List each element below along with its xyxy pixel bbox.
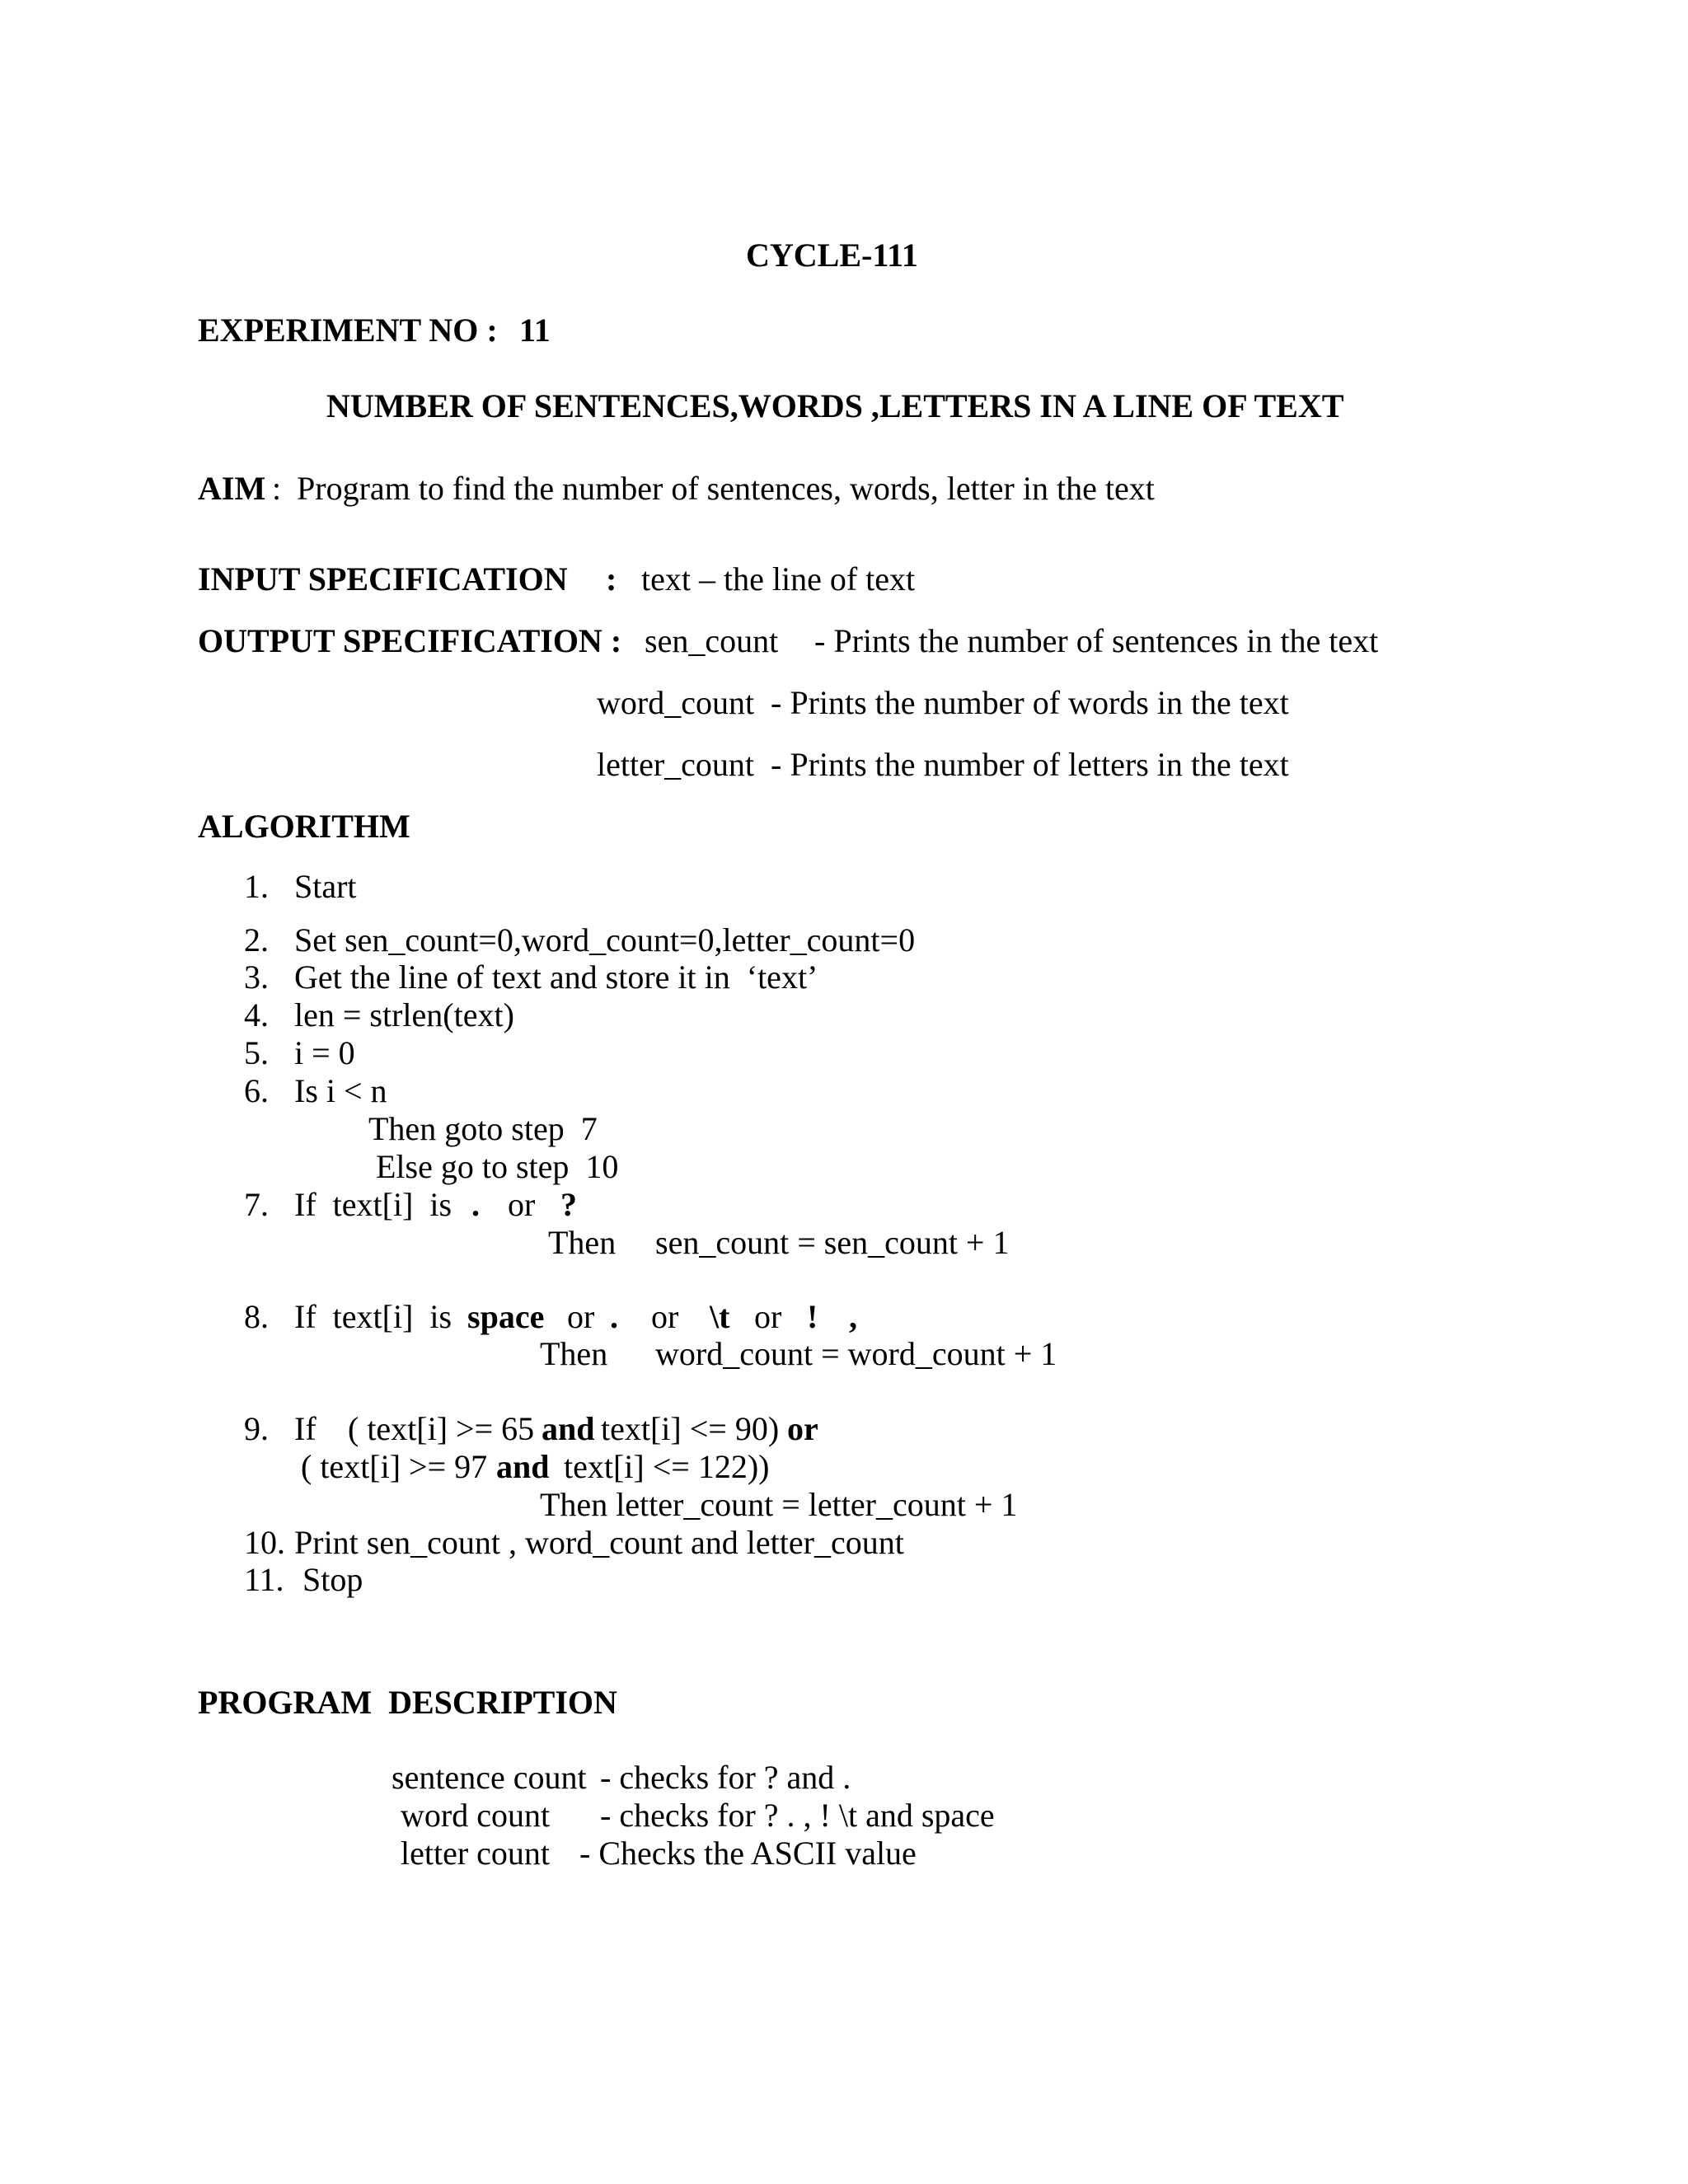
- step-number: 2.: [244, 921, 269, 958]
- output-var: word_count: [597, 684, 755, 721]
- step-operator: and: [542, 1410, 595, 1447]
- step-expression: text[i] <= 90): [601, 1410, 780, 1447]
- step-or: or: [567, 1298, 595, 1335]
- step-char: ,: [849, 1298, 857, 1335]
- step-number: 8.: [244, 1298, 269, 1335]
- aim-label: AIM: [198, 470, 266, 507]
- output-spec-label: OUTPUT SPECIFICATION :: [198, 622, 622, 659]
- step-else: Else go to step 10: [376, 1148, 619, 1185]
- step-number: 3.: [244, 958, 269, 996]
- description-text: - Checks the ASCII value: [579, 1835, 917, 1872]
- step-text: len = strlen(text): [294, 996, 514, 1033]
- experiment-label: EXPERIMENT NO :: [198, 312, 498, 349]
- step-text: Print sen_count , word_count and letter_count: [294, 1524, 904, 1561]
- step-text: Stop: [302, 1561, 363, 1598]
- step-number: 5.: [244, 1034, 269, 1071]
- output-desc: - Prints the number of words in the text: [771, 684, 1289, 721]
- step-then: Then: [548, 1224, 617, 1261]
- step-number: 1.: [244, 868, 269, 905]
- step-char: space: [467, 1298, 545, 1335]
- step-text: Get the line of text and store it in ‘text’: [294, 958, 818, 996]
- experiment-number: 11: [519, 312, 551, 349]
- step-operator: or: [787, 1410, 818, 1447]
- output-desc: - Prints the number of letters in the text: [771, 746, 1289, 783]
- step-action: word_count = word_count + 1: [655, 1335, 1057, 1372]
- step-or: or: [754, 1298, 782, 1335]
- input-spec-label: INPUT SPECIFICATION: [198, 560, 568, 598]
- step-text: Set sen_count=0,word_count=0,letter_count=0: [294, 921, 916, 958]
- step-char: !: [807, 1298, 818, 1335]
- aim-separator: :: [272, 470, 282, 507]
- step-number: 7.: [244, 1186, 269, 1223]
- step-condition: If text[i] is: [294, 1298, 452, 1335]
- output-var: sen_count: [645, 622, 779, 659]
- input-spec-text: text – the line of text: [641, 560, 916, 598]
- step-char: .: [610, 1298, 618, 1335]
- program-description-heading: PROGRAM DESCRIPTION: [198, 1684, 617, 1721]
- description-text: - checks for ? . , ! \t and space: [600, 1797, 995, 1834]
- step-condition: If: [294, 1410, 316, 1447]
- description-name: word count: [401, 1797, 551, 1834]
- step-then: Then letter_count = letter_count + 1: [540, 1486, 1018, 1523]
- step-char: \t: [710, 1298, 730, 1335]
- step-char: .: [471, 1186, 480, 1223]
- input-spec-separator: :: [606, 560, 617, 598]
- algorithm-heading: ALGORITHM: [198, 808, 410, 845]
- step-expression: text[i] <= 122)): [564, 1448, 770, 1485]
- description-name: sentence count: [392, 1759, 587, 1796]
- output-var: letter_count: [597, 746, 755, 783]
- step-number: 10.: [244, 1524, 285, 1561]
- step-then: Then: [540, 1335, 608, 1372]
- step-number: 11.: [244, 1561, 284, 1598]
- step-text: Is i < n: [294, 1072, 387, 1109]
- step-text: i = 0: [294, 1034, 355, 1071]
- description-text: - checks for ? and .: [600, 1759, 851, 1796]
- step-condition: If text[i] is: [294, 1186, 452, 1223]
- step-expression: ( text[i] >= 65: [348, 1410, 535, 1447]
- step-text: Start: [294, 868, 357, 905]
- step-number: 6.: [244, 1072, 269, 1109]
- main-title: NUMBER OF SENTENCES,WORDS ,LETTERS IN A LINE OF TEXT: [326, 387, 1344, 424]
- step-action: sen_count = sen_count + 1: [655, 1224, 1010, 1261]
- step-number: 9.: [244, 1410, 269, 1447]
- aim-text: Program to find the number of sentences, words, letter in the text: [297, 470, 1155, 507]
- output-desc: - Prints the number of sentences in the text: [814, 622, 1379, 659]
- step-operator: and: [496, 1448, 550, 1485]
- step-number: 4.: [244, 996, 269, 1033]
- step-then: Then goto step 7: [368, 1110, 598, 1147]
- step-or: or: [651, 1298, 679, 1335]
- cycle-title: CYCLE-111: [746, 237, 918, 274]
- step-expression: ( text[i] >= 97: [301, 1448, 488, 1485]
- description-name: letter count: [401, 1835, 551, 1872]
- step-char: ?: [560, 1186, 577, 1223]
- step-or: or: [508, 1186, 536, 1223]
